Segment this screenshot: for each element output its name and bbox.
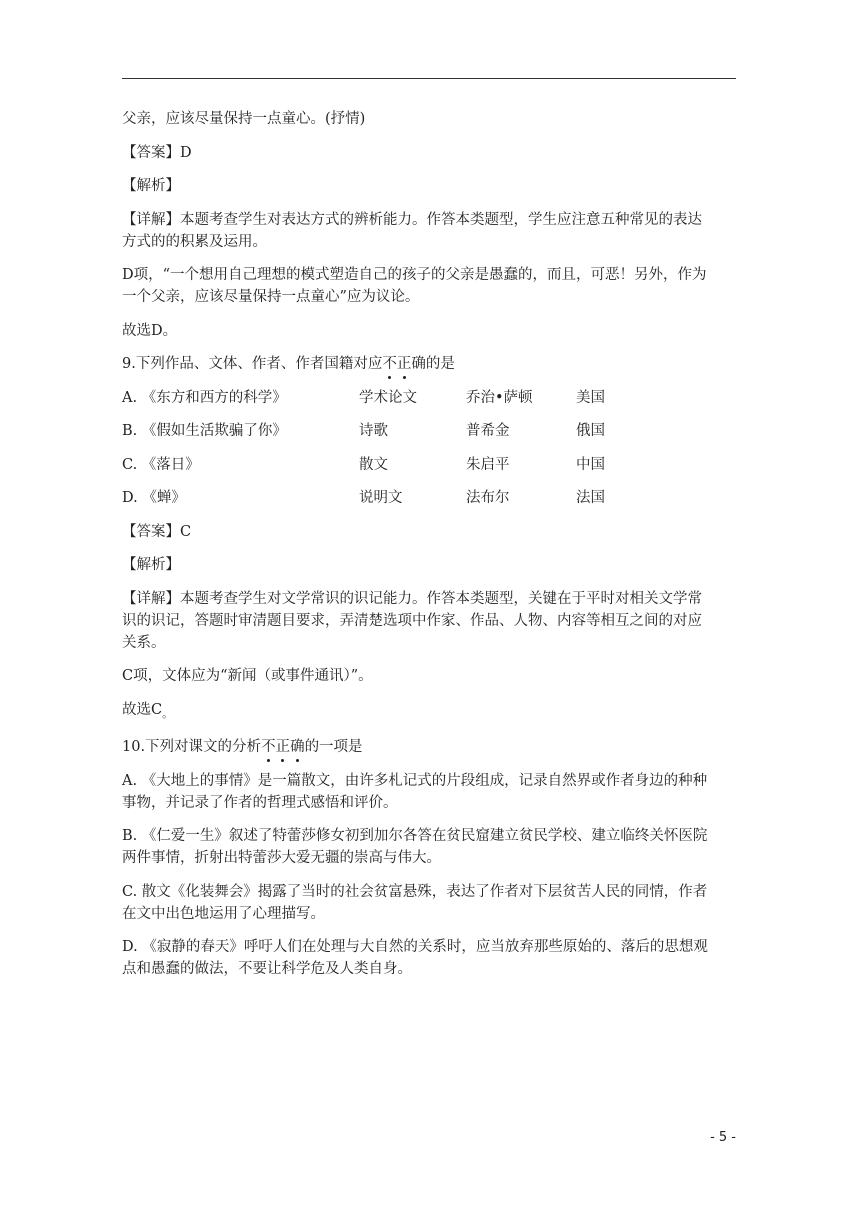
- answer-label: 【答案】D: [122, 144, 192, 161]
- emphasis-dot: 确: [290, 736, 305, 758]
- text-line: 父亲，应该尽量保持一点童心。(抒情): [122, 111, 366, 127]
- option-d: D. 《寂静的春天》呼吁人们在处理与大自然的关系时，应当放弃那些原始的、落后的思想观: [122, 939, 708, 955]
- emphasis-dot: 不: [382, 353, 397, 375]
- emphasis-dot: 不: [261, 736, 276, 758]
- analysis-label: 【解析】: [122, 178, 180, 194]
- emphasis-dot: 正: [276, 736, 291, 758]
- option-c: C. 散文《化装舞会》揭露了当时的社会贫富悬殊，表达了作者对下层贫苦人民的同情，作者: [122, 883, 708, 900]
- emphasis-dot: 正: [397, 353, 412, 375]
- option-b-cont: 两件事情，折射出特蕾莎大爱无疆的崇高与伟大。: [122, 850, 441, 866]
- page-number: - 5 -: [710, 1130, 736, 1145]
- option-a-cont: 事物，并记录了作者的哲理式感悟和评价。: [122, 794, 398, 811]
- note-line: C项，文体应为“新闻（或事件通讯）”。: [122, 668, 373, 684]
- q9-row-a: A. 《东方和西方的科学》 学术论文 乔治•萨顿 美国: [122, 389, 605, 406]
- answer-label: 【答案】C: [122, 523, 192, 540]
- analysis-label: 【解析】: [122, 557, 180, 573]
- option-c-cont: 在文中出色地运用了心理描写。: [122, 905, 325, 922]
- detail-line: 识的识记，答题时审清题目要求，弄清楚选项中作家、作品、人物、内容等相互之间的对应: [122, 612, 702, 629]
- option-a: A. 《大地上的事情》是一篇散文，由许多札记式的片段组成，记录自然界或作者身边的种种: [122, 772, 708, 789]
- detail-line: 一个父亲，应该尽量保持一点童心”应为议论。: [122, 289, 420, 305]
- detail-line: 【详解】本题考查学生对表达方式的辨析能力。作答本类题型，学生应注意五种常见的表达: [122, 211, 702, 228]
- detail-line: 【详解】本题考查学生对文学常识的识记能力。作答本类题型，关键在于平时对相关文学常: [122, 590, 702, 607]
- q9-row-c: C. 《落日》 散文 朱启平 中国: [122, 456, 605, 473]
- q9-row-d: D. 《蝉》 说明文 法布尔 法国: [122, 490, 605, 506]
- question-10-stem: 10.下列对课文的分析不正确的一项是: [122, 736, 736, 758]
- choose-line: 故选$C_。$: [122, 701, 174, 720]
- detail-line: 方式的的积累及运用。: [122, 233, 267, 250]
- detail-line: D项，“一个想用自己理想的模式塑造自己的孩子的父亲是愚蠢的，而且，可恶！另外，作为: [122, 267, 707, 283]
- choose-line: 故选D。: [122, 322, 178, 339]
- option-d-cont: 点和愚蠢的做法，不要让科学危及人类自身。: [122, 961, 412, 977]
- question-9-stem: 9.下列作品、文体、作者、作者国籍对应不正确的是: [122, 353, 736, 375]
- header-rule: [122, 78, 736, 79]
- option-b: B. 《仁爱一生》叙述了特蕾莎修女初到加尔各答在贫民窟建立贫民学校、建立临终关怀医院: [122, 828, 708, 844]
- page-content: [122, 108, 736, 992]
- detail-line: 关系。: [122, 634, 166, 651]
- q9-row-b: B. 《假如生活欺骗了你》 诗歌 普希金 俄国: [122, 423, 605, 439]
